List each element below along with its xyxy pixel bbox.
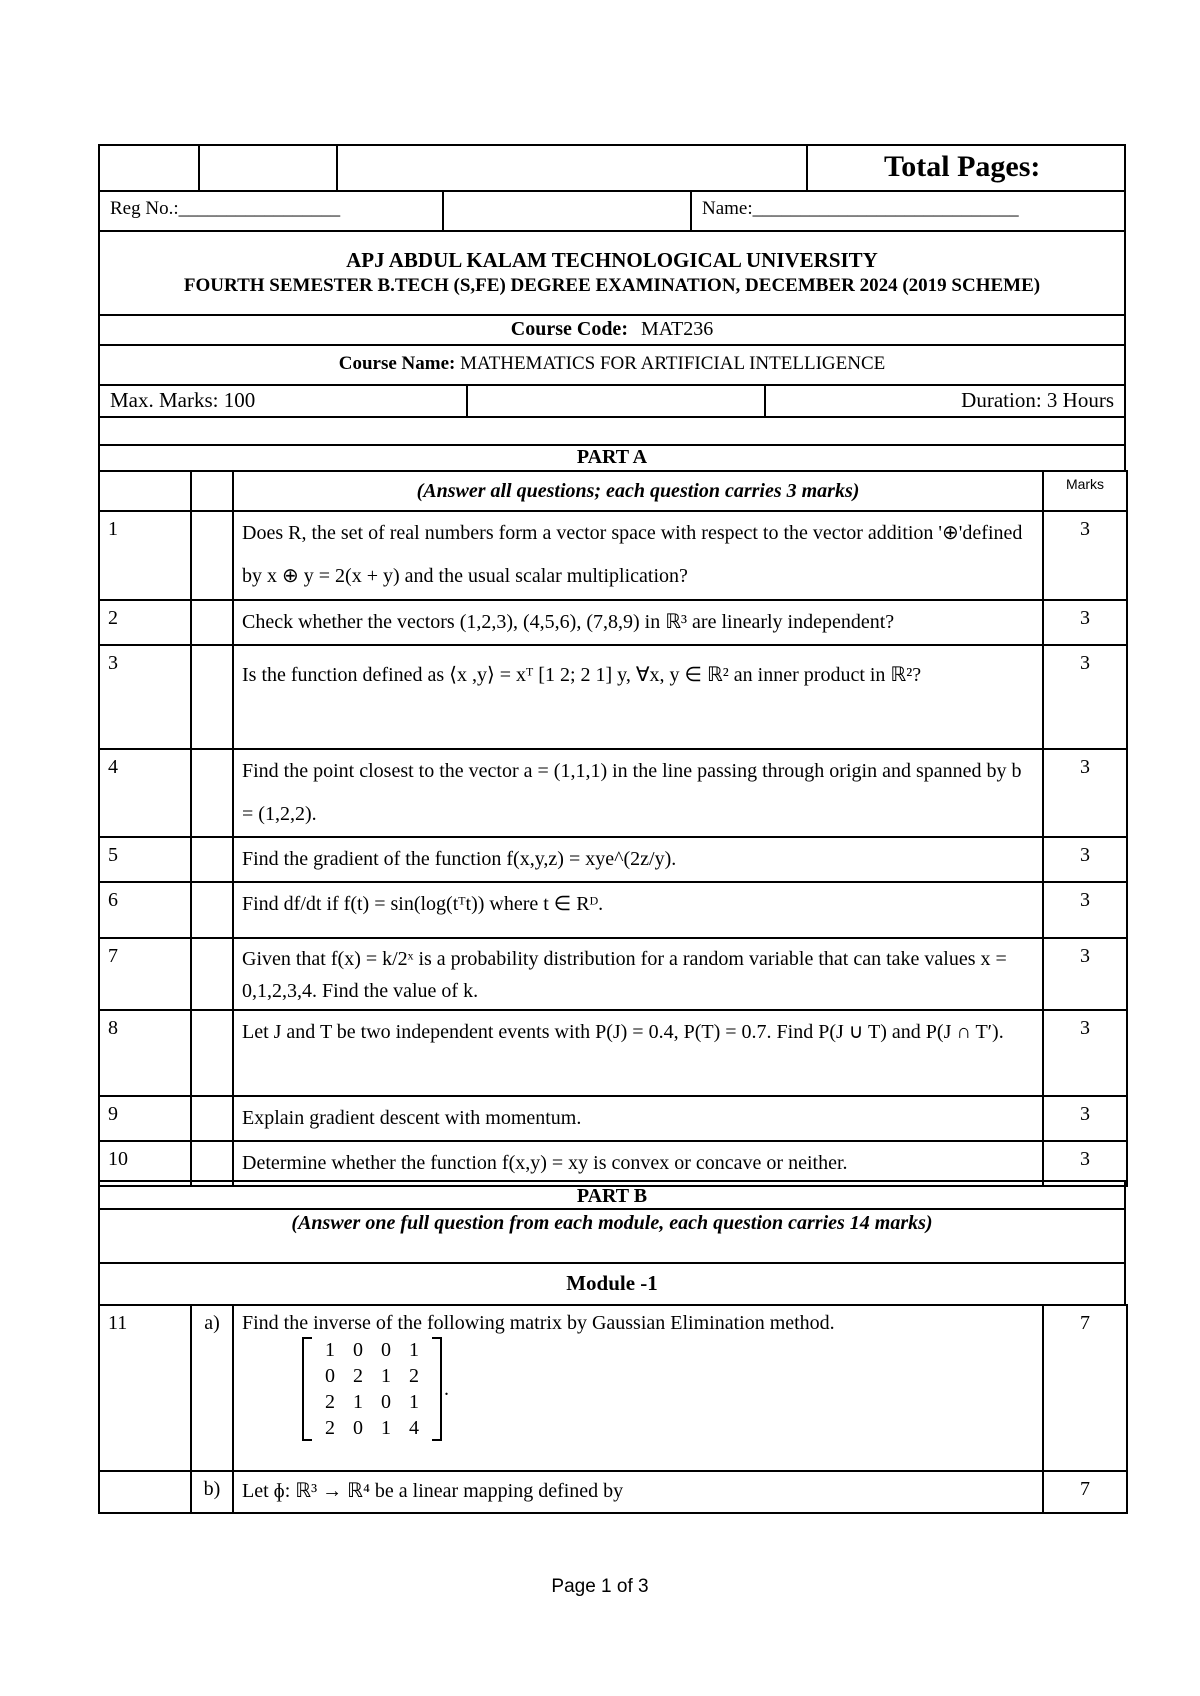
- part-b-instructions: (Answer one full question from each module, each question carries 14 marks): [291, 1212, 933, 1234]
- matrix-entry: 1: [409, 1391, 419, 1413]
- course-code-value: MAT236: [640, 318, 714, 340]
- module-title: Module -1: [566, 1271, 658, 1295]
- question-number: 3: [99, 645, 191, 749]
- question-11a-text: Find the inverse of the following matrix by Gaussian Elimination method.: [242, 1312, 835, 1334]
- marks-duration-row: [98, 384, 1126, 418]
- part-b-instruction-row: [98, 1208, 1126, 1264]
- matrix-entry: 0: [353, 1339, 363, 1361]
- matrix-entry: 0: [325, 1365, 335, 1387]
- total-pages-label: Total Pages:: [884, 150, 1041, 183]
- course-name-value: MATHEMATICS FOR ARTIFICIAL INTELLIGENCE: [460, 353, 886, 374]
- matrix-grid: [312, 1337, 432, 1441]
- question-text: Let J and T be two independent events with P(J) = 0.4, P(T) = 0.7. Find P(J ∪ T) and P(J ∩ T′).: [233, 1010, 1043, 1096]
- question-marks: 3: [1043, 1096, 1127, 1141]
- subpart-label: b): [191, 1471, 233, 1513]
- question-number: 1: [99, 511, 191, 600]
- part-b-table: [98, 1304, 1128, 1514]
- question-marks: 3: [1043, 882, 1127, 938]
- matrix-entry: 0: [381, 1391, 391, 1413]
- matrix-period: .: [444, 1377, 449, 1400]
- duration: Duration: 3 Hours: [961, 388, 1114, 412]
- question-row: [99, 1010, 1127, 1096]
- question-number: 11: [99, 1305, 191, 1471]
- question-number: 4: [99, 749, 191, 837]
- question-marks: 3: [1043, 749, 1127, 837]
- part-a-instructions: (Answer all questions; each question carries 3 marks): [233, 471, 1043, 511]
- question-number: 10: [99, 1141, 191, 1186]
- matrix-entry: 2: [325, 1391, 335, 1413]
- question-11b-row: [99, 1471, 1127, 1513]
- spacer-row: [98, 416, 1126, 446]
- university-block: [98, 230, 1126, 316]
- subpart-label: a): [191, 1305, 233, 1471]
- question-row: [99, 645, 1127, 749]
- question-row: [99, 837, 1127, 882]
- question-marks: 3: [1043, 938, 1127, 1010]
- matrix-entry: 0: [381, 1339, 391, 1361]
- question-marks: 7: [1043, 1305, 1127, 1471]
- part-a-title-row: [98, 444, 1126, 472]
- name-divider: [690, 190, 692, 230]
- course-code-row: [98, 314, 1126, 346]
- question-text: Determine whether the function f(x,y) = xy is convex or concave or neither.: [233, 1141, 1043, 1186]
- question-row: [99, 1096, 1127, 1141]
- question-text: Find the gradient of the function f(x,y,z) = xye^(2z/y).: [233, 837, 1043, 882]
- module-title-row: [98, 1262, 1126, 1306]
- marks-header: Marks: [1043, 471, 1127, 511]
- header-cell-1: [198, 146, 200, 190]
- matrix-entry: 1: [409, 1339, 419, 1361]
- question-text: Let ɸ: ℝ³ → ℝ⁴ be a linear mapping defined by: [233, 1471, 1043, 1513]
- marks-divider-2: [764, 384, 766, 416]
- matrix-entry: 1: [381, 1365, 391, 1387]
- header-row-1: [98, 144, 1126, 192]
- part-b-title-row: [98, 1180, 1126, 1210]
- question-marks: 3: [1043, 645, 1127, 749]
- question-number: 9: [99, 1096, 191, 1141]
- course-name-label: Course Name:: [338, 353, 456, 374]
- matrix: [302, 1337, 449, 1441]
- question-number: 5: [99, 837, 191, 882]
- question-marks: 3: [1043, 837, 1127, 882]
- question-text: [233, 1305, 1043, 1471]
- part-b-title: PART B: [576, 1185, 648, 1207]
- question-row: [99, 938, 1127, 1010]
- matrix-entry: 1: [353, 1391, 363, 1413]
- question-number: 8: [99, 1010, 191, 1096]
- reg-no-label: Reg No.:_________________: [110, 198, 341, 219]
- header-cell-3: [806, 146, 808, 190]
- question-text: Find df/dt if f(t) = sin(log(tᵀt)) where t ∈ Rᴰ.: [233, 882, 1043, 938]
- matrix-entry: 2: [409, 1365, 419, 1387]
- question-marks: 3: [1043, 1141, 1127, 1186]
- exam-title: FOURTH SEMESTER B.TECH (S,FE) DEGREE EXAMINATION, DECEMBER 2024 (2019 SCHEME): [183, 275, 1041, 296]
- question-marks: 3: [1043, 600, 1127, 645]
- question-text: Check whether the vectors (1,2,3), (4,5,6), (7,8,9) in ℝ³ are linearly independent?: [233, 600, 1043, 645]
- part-a-instruction-row: [99, 471, 1127, 511]
- question-row: [99, 749, 1127, 837]
- part-a-title: PART A: [576, 446, 648, 468]
- matrix-left-bracket: [302, 1337, 312, 1441]
- marks-divider-1: [466, 384, 468, 416]
- matrix-entry: 1: [325, 1339, 335, 1361]
- question-number: 7: [99, 938, 191, 1010]
- question-row: [99, 882, 1127, 938]
- question-text: Find the point closest to the vector a = (1,1,1) in the line passing through origin and spanned by b = (1,2,2).: [233, 749, 1043, 837]
- part-a-table: [98, 470, 1128, 1187]
- matrix-entry: 1: [381, 1417, 391, 1439]
- reg-no-divider: [442, 190, 444, 230]
- question-marks: 7: [1043, 1471, 1127, 1513]
- matrix-entry: 4: [409, 1417, 419, 1439]
- header-cell-2: [336, 146, 338, 190]
- question-text: Is the function defined as ⟨x ,y⟩ = xᵀ [1 2; 2 1] y, ∀x, y ∈ ℝ² an inner product in ℝ²?: [233, 645, 1043, 749]
- question-number: 6: [99, 882, 191, 938]
- question-11a-row: [99, 1305, 1127, 1471]
- question-text: Given that f(x) = k/2ˣ is a probability distribution for a random variable that can take values x = 0,1,2,3,4. Find the value of k.: [233, 938, 1043, 1010]
- question-marks: 3: [1043, 1010, 1127, 1096]
- university-name: APJ ABDUL KALAM TECHNOLOGICAL UNIVERSITY: [346, 248, 878, 272]
- question-text: Explain gradient descent with momentum.: [233, 1096, 1043, 1141]
- question-row: [99, 511, 1127, 600]
- question-text: Does R, the set of real numbers form a vector space with respect to the vector addition '⊕'defined by x ⊕ y = 2(x + y) and the usual scalar multiplication?: [233, 511, 1043, 600]
- header-row-2: [98, 190, 1126, 232]
- page-footer: Page 1 of 3: [551, 1576, 649, 1597]
- matrix-entry: 2: [325, 1417, 335, 1439]
- course-name-row: [98, 344, 1126, 386]
- matrix-entry: 2: [353, 1365, 363, 1387]
- question-row: [99, 600, 1127, 645]
- name-label: Name:____________________________: [702, 198, 1019, 219]
- max-marks: Max. Marks: 100: [110, 388, 256, 412]
- matrix-entry: 0: [353, 1417, 363, 1439]
- question-number: 2: [99, 600, 191, 645]
- question-marks: 3: [1043, 511, 1127, 600]
- course-code-label: Course Code:: [510, 318, 628, 340]
- matrix-right-bracket: [432, 1337, 442, 1441]
